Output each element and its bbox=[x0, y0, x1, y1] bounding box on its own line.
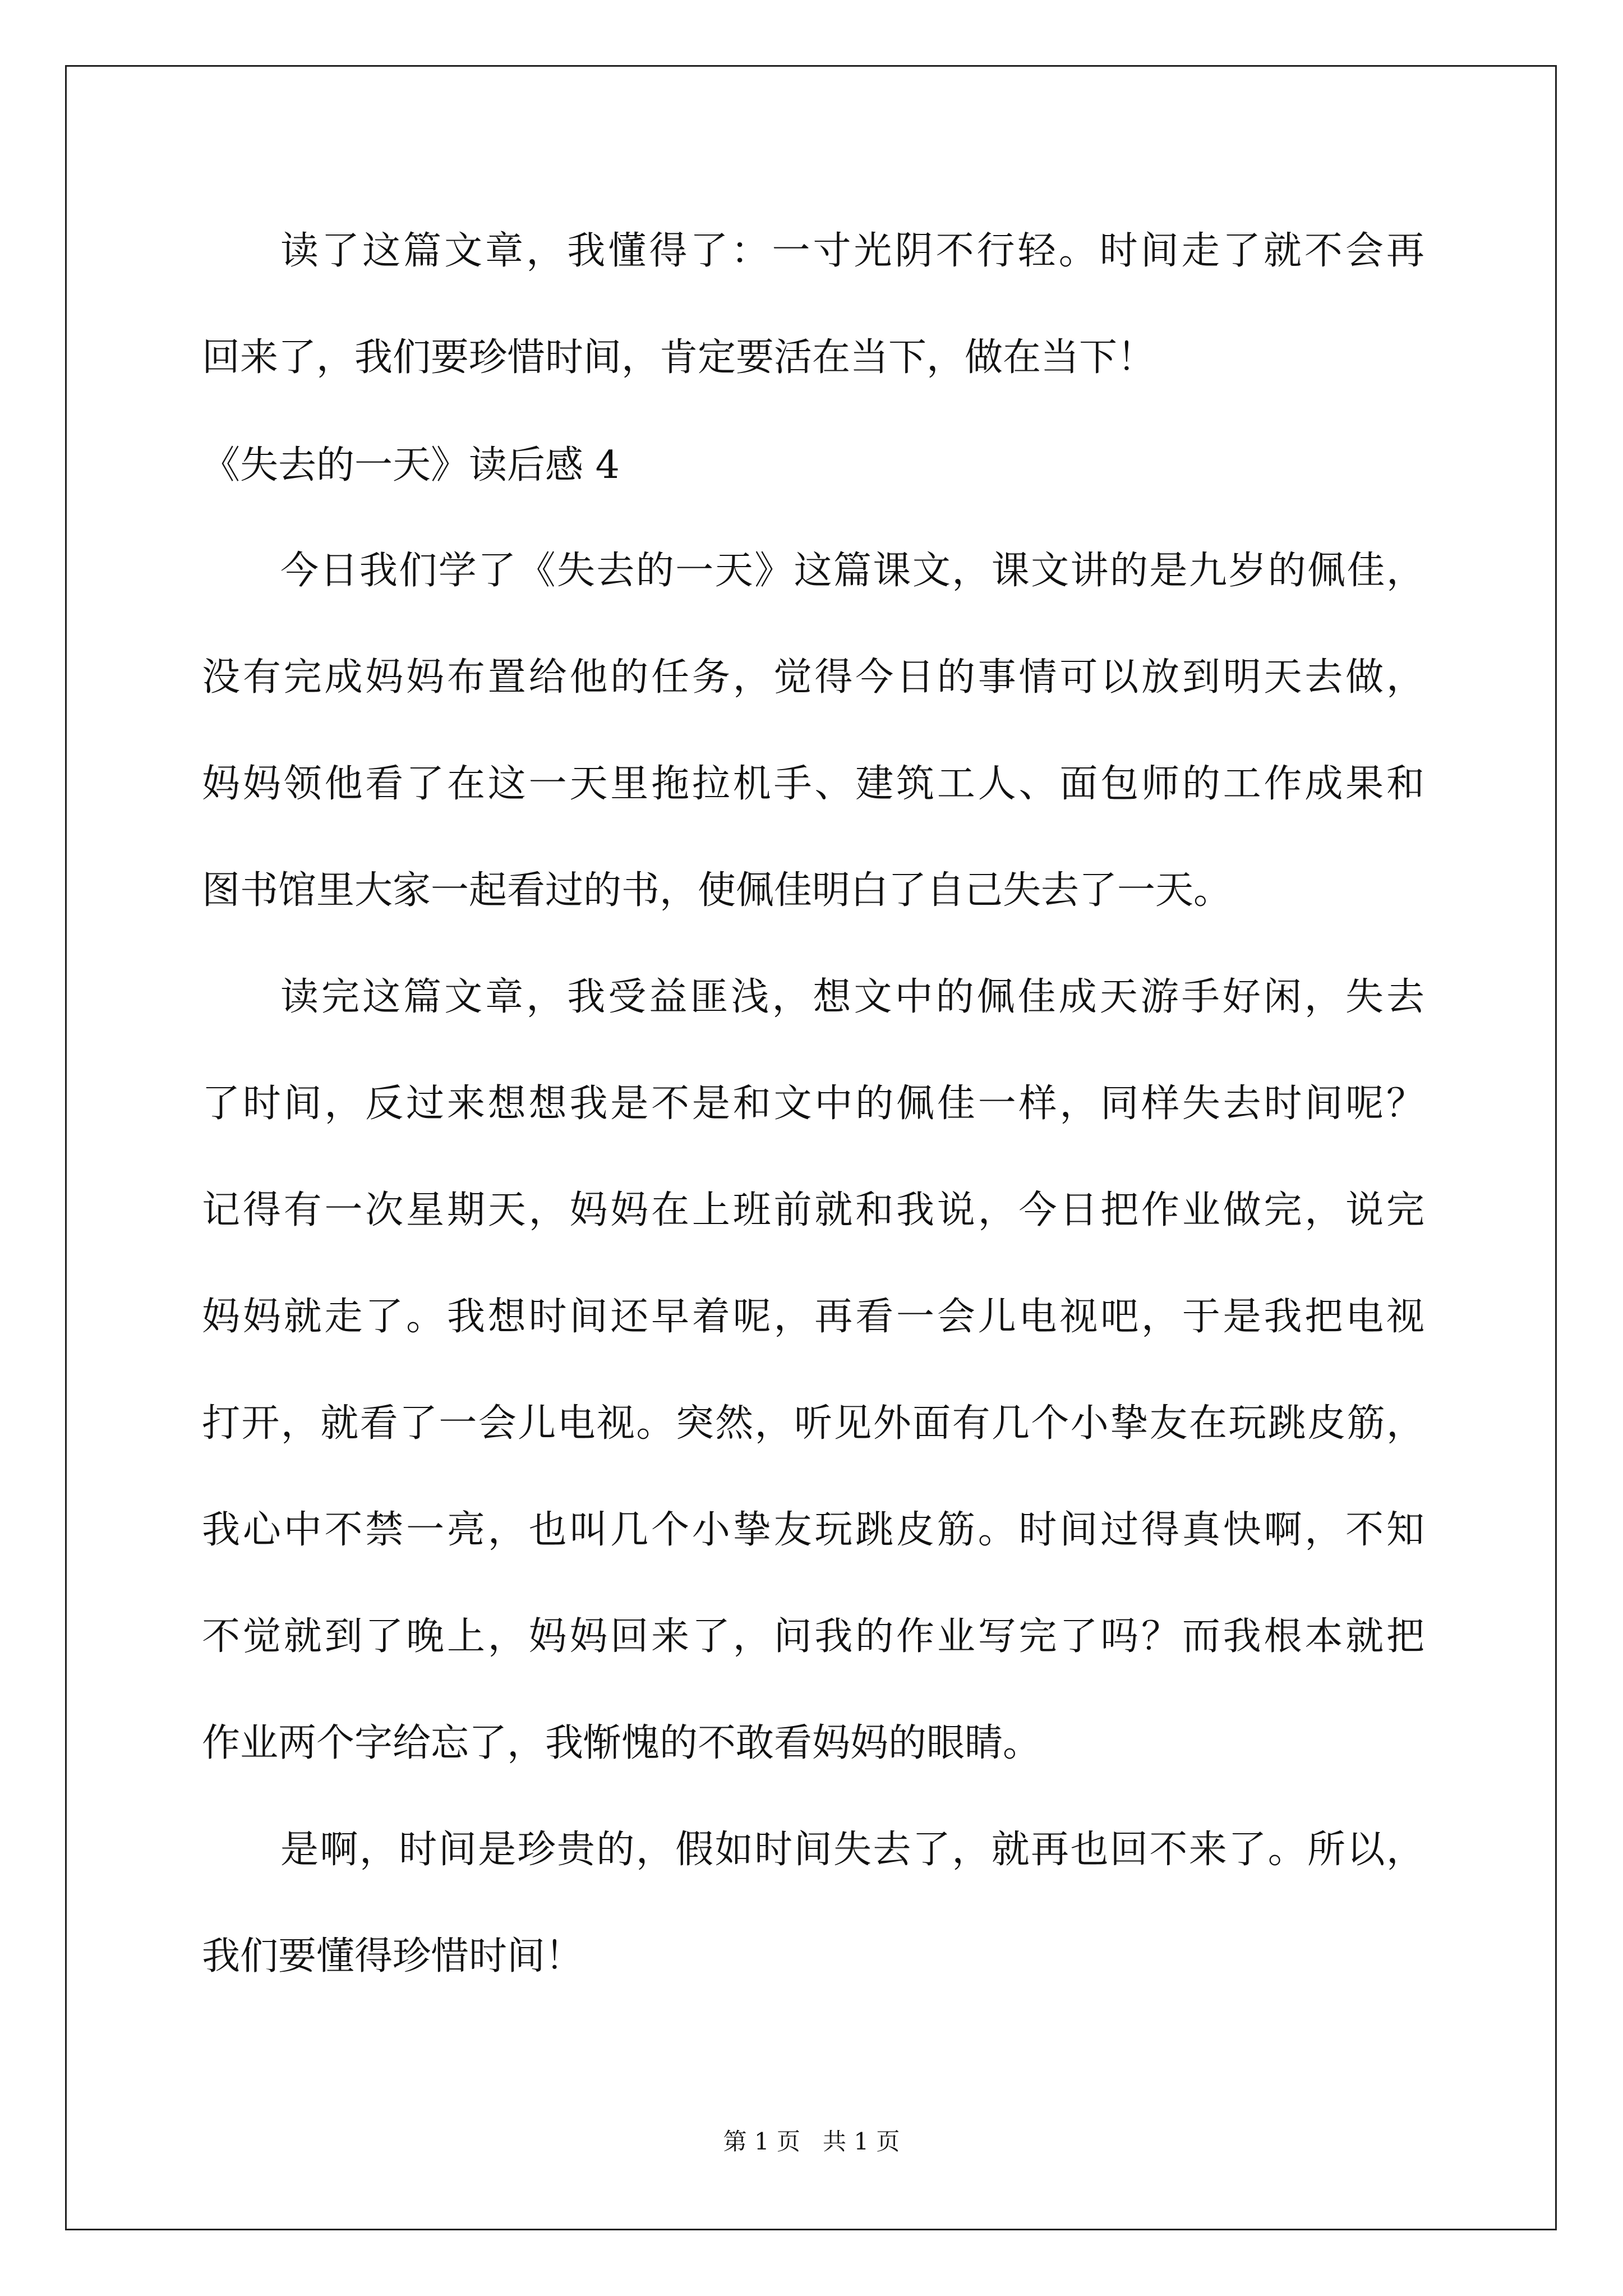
text-line: 记得有一次星期天，妈妈在上班前就和我说，今日把作业做完，说完 bbox=[202, 1188, 1424, 1232]
page-border bbox=[65, 65, 1557, 2230]
page-total: 共 1 页 bbox=[823, 2128, 900, 2155]
text-line: 回来了，我们要珍惜时间，肯定要活在当下，做在当下！ bbox=[202, 335, 1156, 380]
text-line: 没有完成妈妈布置给他的任务，觉得今日的事情可以放到明天去做， bbox=[202, 655, 1424, 700]
text-line: 作业两个字给忘了，我惭愧的不敢看妈妈的眼睛。 bbox=[202, 1721, 1041, 1765]
text-line: 今日我们学了《失去的一天》这篇课文，课文讲的是九岁的佩佳， bbox=[280, 549, 1424, 593]
section-heading: 《失去的一天》读后感 4 bbox=[202, 443, 620, 487]
page-number: 第 1 页 bbox=[723, 2128, 800, 2155]
text-line: 妈妈领他看了在这一天里拖拉机手、建筑工人、面包师的工作成果和 bbox=[202, 762, 1424, 806]
text-line: 打开，就看了一会儿电视。突然，听见外面有几个小挚友在玩跳皮筋， bbox=[202, 1401, 1424, 1446]
text-line: 不觉就到了晚上，妈妈回来了，问我的作业写完了吗？而我根本就把 bbox=[202, 1614, 1424, 1659]
text-line: 图书馆里大家一起看过的书，使佩佳明白了自己失去了一天。 bbox=[202, 868, 1232, 913]
text-line: 了时间，反过来想想我是不是和文中的佩佳一样，同样失去时间呢？ bbox=[202, 1082, 1424, 1126]
text-line: 妈妈就走了。我想时间还早着呢，再看一会儿电视吧，于是我把电视 bbox=[202, 1295, 1424, 1339]
text-line: 读完这篇文章，我受益匪浅，想文中的佩佳成天游手好闲，失去 bbox=[280, 975, 1424, 1019]
text-line: 我心中不禁一亮，也叫几个小挚友玩跳皮筋。时间过得真快啊，不知 bbox=[202, 1508, 1424, 1552]
text-line: 我们要懂得珍惜时间！ bbox=[202, 1934, 584, 1978]
text-line: 读了这篇文章，我懂得了：一寸光阴不行轻。时间走了就不会再 bbox=[280, 229, 1424, 273]
text-line: 是啊，时间是珍贵的，假如时间失去了，就再也回不来了。所以， bbox=[280, 1828, 1424, 1872]
page-footer bbox=[0, 2126, 1623, 2157]
